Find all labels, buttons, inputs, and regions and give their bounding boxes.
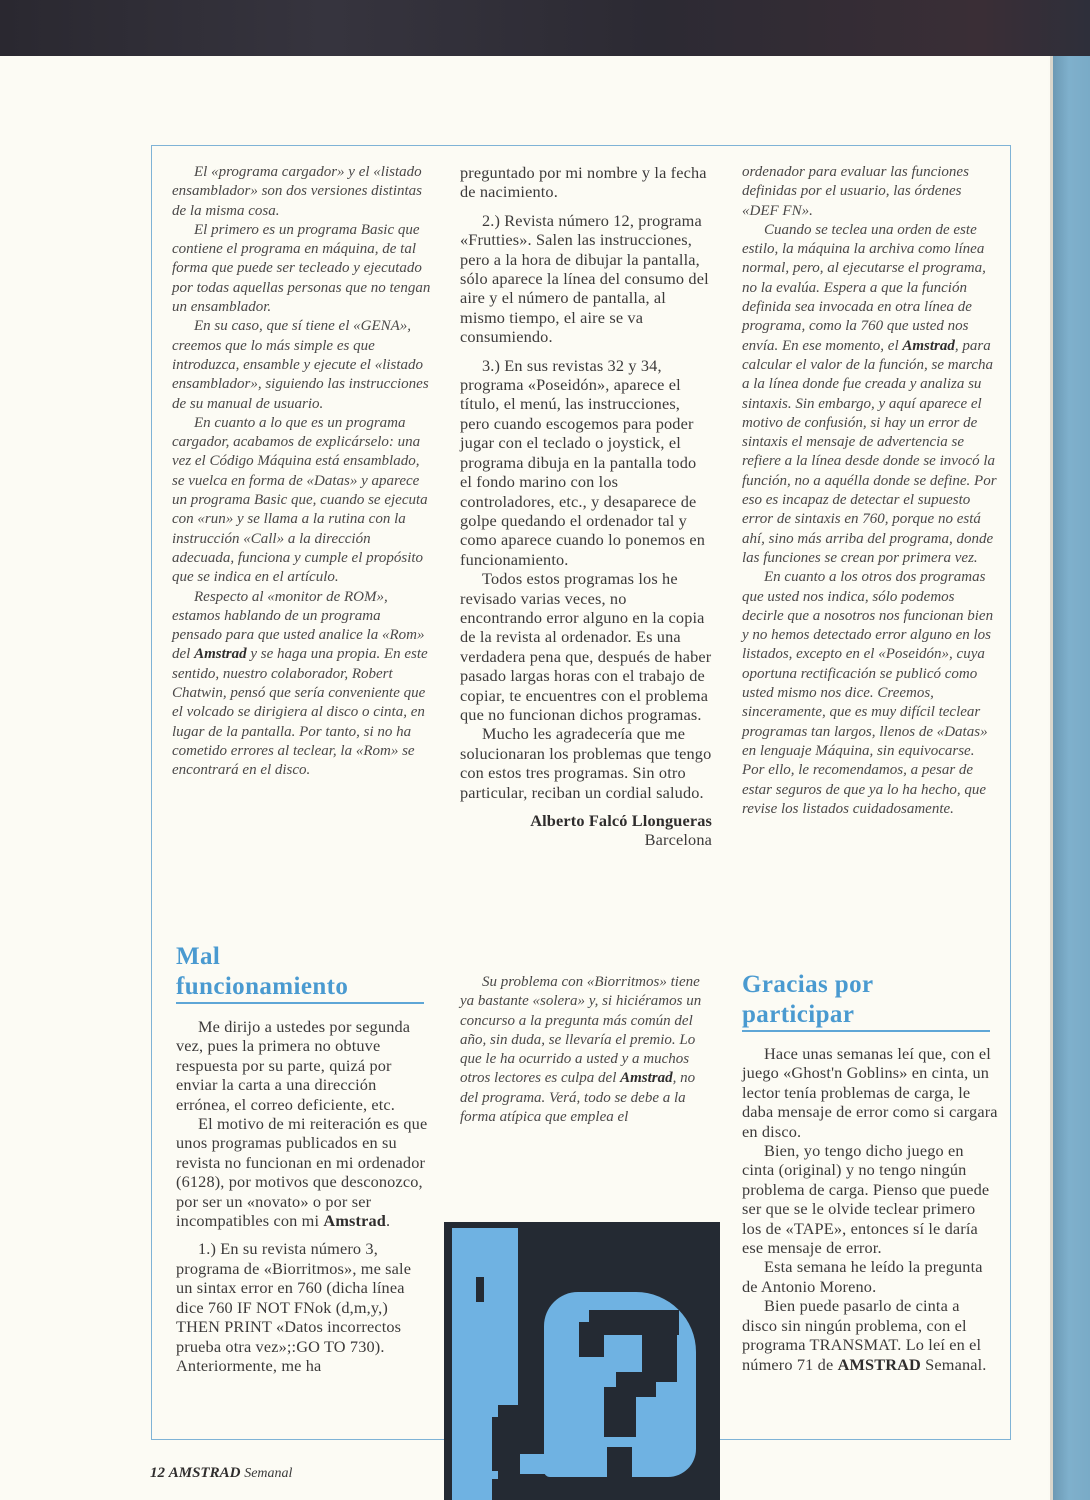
paragraph: [742, 1296, 998, 1374]
paragraph: Hace unas semanas leí que, con el juego «Ghost'n Goblins» en cinta, un lector tenía problemas de carga, le daba mensaje de error como si cargara en disco.: [742, 1044, 998, 1141]
paragraph: ordenador para evaluar las funciones definidas por el usuario, las órdenes «DEF FN».: [742, 164, 969, 219]
pixel-question-stem: [604, 1387, 636, 1437]
paragraph: 2.) Revista número 12, programa «Frutties». Salen las instrucciones, pero a la hora de dibujar la pantalla, sólo aparece la línea del consumo del aire y el número de pantalla, al mismo tiempo, el aire se va consumiendo.: [460, 210, 709, 347]
paragraph: [172, 588, 434, 781]
paragraph: 1.) En su revista número 3, programa de «Biorritmos», me sale un sintax error en 760 (dicha línea dice 760 IF NOT FNok (d,m,y,) THEN PRINT «Datos incorrectos prueba otra vez»;:GO TO 730). Anteriormente, me ha: [176, 1239, 412, 1375]
text: , para calcular el valor de la función, se marcha a la línea donde fue creada y analiza su sintaxis. Sin embargo, y aquí aparece el motivo de confusión, si hay un error de sintaxis el mensaje de advertencia se refiere a la línea desde donde se invocó la función, no a aquélla donde se define. Por eso es incapaz de detectar el supuesto error de sintaxis en 760, porque no está ahí, sino más arriba del programa, donde las funciones se crean por primera vez.: [742, 337, 997, 566]
text: .: [385, 1211, 391, 1231]
letter-mal-funcionamiento: [176, 1017, 431, 1375]
brand-name: Amstrad: [323, 1211, 386, 1231]
text: y se haga una propia. En este sentido, nuestro colaborador, Robert Chatwin, pensó que sería conveniente que el volcado se dirigiera al disco o cinta, en lugar de la pantalla. Por tanto, si no ha cometido errores al teclear, la «Rom» se encontrará en el disco.: [172, 646, 428, 779]
magazine-subtitle: Semanal: [244, 1466, 293, 1481]
paragraph: El «programa cargador» y el «listado ensamblador» son dos versiones distintas de la misma cosa.: [172, 164, 423, 219]
pixel-question-left: [579, 1322, 604, 1357]
page-number: 12: [150, 1465, 165, 1481]
heading-gracias-por-participar: [742, 970, 990, 1032]
paragraph: En su caso, que sí tiene el «GENA», creemos que lo más simple es que introduzca, ensamble y ejecute el «listado ensamblador», siguiendo las instrucciones de su manual de usuario.: [172, 318, 429, 412]
paragraph: [742, 221, 998, 568]
paragraph: En cuanto a lo que es un programa cargador, acabamos de explicárselo: una vez el Código Máquina está ensamblado, se vuelca en forma de «Datas» y aparece un programa Basic que, cuando se ejecuta con «run» y se llama a la rutina con la instrucción «Call» a la dirección adecuada, funciona y cumple el propósito que se indica en el artículo.: [172, 414, 428, 586]
text: El motivo de mi reiteración es que unos programas publicados en su revista no funcionan en mi ordenador (6128), por motivos que desconozco, por ser un «novato» o por ser incompatibles con mi: [176, 1114, 428, 1231]
next-page-edge: [1050, 56, 1090, 1500]
heading-line: Gracias por: [742, 971, 874, 998]
pixel-notch: [492, 1405, 518, 1500]
question-mark-icon: [444, 1222, 720, 1500]
pixel-exclamation: [476, 1277, 484, 1302]
signature-city: Barcelona: [644, 830, 712, 850]
paragraph: Esta semana he leído la pregunta de Antonio Moreno.: [742, 1257, 983, 1296]
paragraph: El primero es un programa Basic que contiene el programa en máquina, de tal forma que puede ser tecleado y ejecutado por todas aquellas personas que no tengan un ensamblador.: [172, 221, 431, 316]
answer-mal-continuation: [742, 163, 998, 819]
heading-rule: [176, 1002, 424, 1004]
magazine-name: AMSTRAD: [168, 1465, 241, 1481]
paragraph: Bien, yo tengo dicho juego en cinta (original) y no tengo ningún problema de carga. Pienso que puede ser que se le olvide teclear primero los de «TAPE», entonces sí le daría ese mensaje de error.: [742, 1141, 990, 1258]
paragraph: Todos estos programas los he revisado varias veces, no encontrando error alguno en la copia de la revista al ordenador. Es una verdadera pena que, después de haber pasado largas horas con el trabajo de copiar, te encuentres con el problema que no funcionan dichos programas.: [460, 569, 712, 724]
brand-name: Amstrad: [902, 337, 955, 354]
answer-top: [172, 163, 434, 781]
text: , no del programa. Verá, todo se debe a la forma atípica que emplea el: [460, 1070, 696, 1126]
signature-name-text: Alberto Falcó Llongueras: [530, 811, 712, 830]
heading-mal-funcionamiento: [176, 942, 424, 1004]
page-footer: [150, 1465, 292, 1482]
heading-line: funcionamiento: [176, 973, 349, 1000]
paragraph: Me dirijo a ustedes por segunda vez, pues la primera no obtuve respuesta por su parte, quizá por enviar la carta a una dirección errónea, el correo deficiente, etc.: [176, 1017, 411, 1114]
pixel-notch-lip: [484, 1471, 498, 1479]
paragraph: 3.) En sus revistas 32 y 34, programa «Poseidón», aparece el título, el menú, las instrucciones, pero cuando escogemos para poder jugar con el teclado o joystick, el programa dibuja en la pantalla todo el fondo marino con los controladores, etc., y desaparece de golpe quedando el ordenador tal y como aparece cuando lo ponemos en funcionamiento.: [460, 355, 706, 569]
heading-line: participar: [742, 1001, 855, 1028]
letter-continuation: [460, 163, 712, 850]
answer-mal: [460, 973, 710, 1127]
brand-name: Amstrad: [620, 1070, 673, 1087]
text: Semanal.: [925, 1354, 987, 1374]
text: Respecto al «monitor de ROM», estamos hablando de un programa pensado para que usted analice la «Rom» del: [172, 588, 425, 663]
pixel-notch-lip: [484, 1405, 498, 1417]
paragraph: [460, 973, 710, 1127]
brand-name: AMSTRAD: [837, 1354, 921, 1374]
heading-rule: [742, 1030, 990, 1032]
brand-name: Amstrad: [194, 646, 247, 663]
letter-gracias: [742, 1044, 998, 1374]
text: Su problema con «Biorritmos» tiene ya bastante «solera» y, si hiciéramos un concurso a la pregunta más común del año, sin duda, se llevaría el premio. Lo que le ha ocurrido a usted y a muchos otros lectores es culpa del: [460, 974, 702, 1087]
heading-line: Mal: [176, 943, 221, 970]
pixel-question-dot: [607, 1447, 632, 1479]
text: Bien puede pasarlo de cinta a disco sin ningún problema, con el programa TRANSMAT. Lo leí en el número 71 de: [742, 1296, 982, 1374]
signature-name: [460, 811, 712, 830]
paragraph: En cuanto a los otros dos programas que usted nos indica, sólo podemos decirle que a nosotros nos funcionan bien y no hemos detectado error alguno en los listados, excepto en el «Poseidón», cuya oportuna rectificación se publicó como usted mismo nos dice. Creemos, sinceramente, que es muy difícil teclear programas tan largos, llenos de «Datas» en lenguaje Máquina, sin equivocarse. Por ello, le recomendamos, a pesar de estar seguros de que ya lo ha hecho, que revise los listados cuidadosamente.: [742, 569, 994, 817]
paragraph: preguntado por mi nombre y la fecha de nacimiento.: [460, 163, 707, 202]
paragraph: Mucho les agradecería que me solucionaran los problemas que tengo con estos tres programas. Sin otro particular, reciban un cordial saludo.: [460, 724, 712, 802]
scan-top-edge: [0, 0, 1090, 56]
pixel-bubble-tail: [520, 1454, 560, 1474]
paragraph: [176, 1114, 431, 1230]
text: Cuando se teclea una orden de este estilo, la máquina la archiva como línea normal, pero, al ejecutarse el programa, no la evalúa. Espera a que la función definida sea invocada en otra línea de programa, como la 760 que usted nos envía. En ese momento, el: [742, 221, 986, 354]
